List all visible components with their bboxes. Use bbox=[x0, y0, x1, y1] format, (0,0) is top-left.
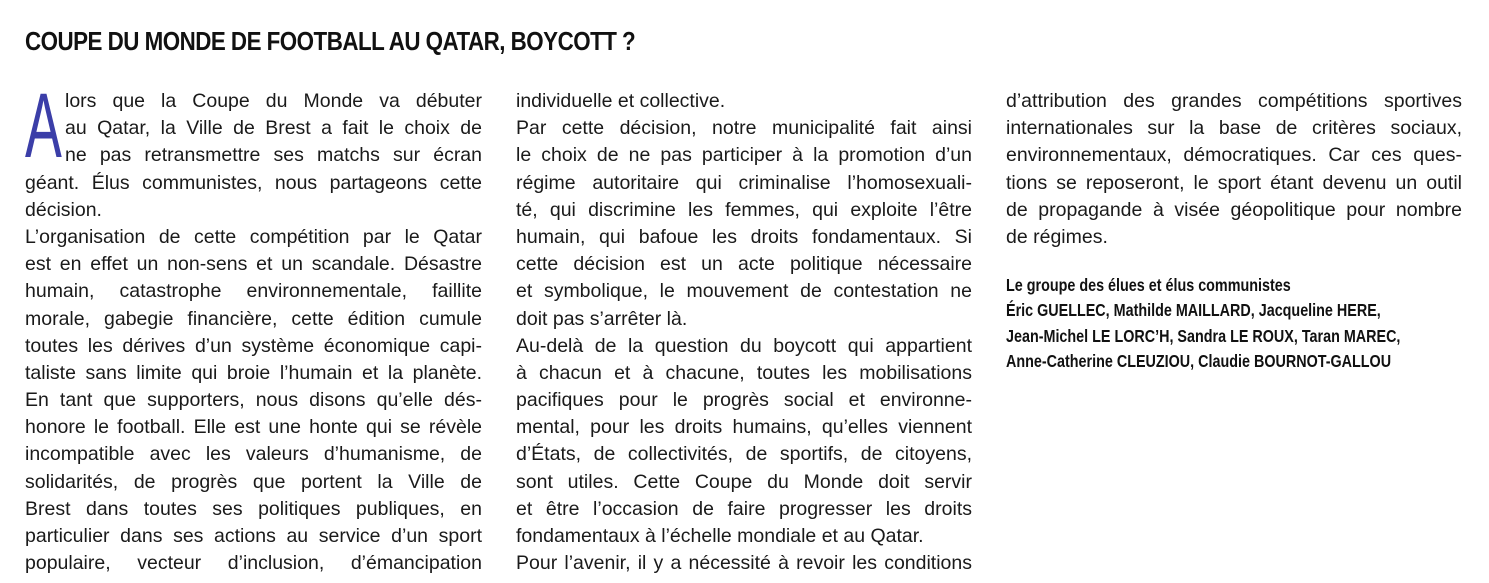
paragraph-line: environnementaux, démocratiques. Car ces ques- bbox=[1006, 144, 1462, 167]
paragraph-line: et symbolique, le mouvement de contestation ne bbox=[516, 280, 972, 303]
article-column-1 bbox=[25, 75, 482, 577]
paragraph-line: et être l’occasion de faire progresser les droits bbox=[516, 497, 972, 520]
article-title: COUPE DU MONDE DE FOOTBALL AU QATAR, BOYCOTT ? bbox=[25, 26, 636, 56]
paragraph-line: doit pas s’arrêter là. bbox=[516, 307, 688, 330]
paragraph-line: incompatible avec les valeurs d’humanisme, de bbox=[25, 443, 482, 466]
signature-block bbox=[1006, 273, 1487, 375]
paragraph-line: sont utiles. Cette Coupe du Monde doit servir bbox=[516, 470, 972, 493]
signature-group: Le groupe des élues et élus communistes bbox=[1006, 275, 1291, 295]
paragraph-line: de régimes. bbox=[1006, 225, 1108, 248]
paragraph-line: géant. Élus communistes, nous partageons cette bbox=[25, 171, 482, 194]
paragraph-line: Au-delà de la question du boycott qui appartient bbox=[516, 334, 972, 357]
paragraph-line: le choix de ne pas participer à la promotion d’un bbox=[516, 144, 972, 167]
paragraph-line: de propagande à visée géopolitique pour nombre bbox=[1006, 198, 1462, 221]
signature-names: Éric GUELLEC, Mathilde MAILLARD, Jacqueline HERE, bbox=[1006, 300, 1381, 321]
paragraph-line: particulier dans ses actions au service d’un sport bbox=[25, 525, 482, 547]
paragraph-line: té, qui discrimine les femmes, qui exploite l’être bbox=[516, 198, 972, 221]
signature-names: Anne-Catherine CLEUZIOU, Claudie BOURNOT-GALLOU bbox=[1006, 351, 1392, 372]
paragraph-line: cette décision est un acte politique nécessaire bbox=[516, 253, 972, 276]
paragraph-line: d’attribution des grandes compétitions sportives bbox=[1006, 90, 1462, 112]
article-column-3 bbox=[1006, 88, 1462, 251]
paragraph-line: au Qatar, la Ville de Brest a fait le choix de bbox=[65, 117, 482, 140]
paragraph-line: d’États, de collectivités, de sportifs, de citoyens, bbox=[516, 443, 972, 466]
paragraph-line: toutes les dérives d’un système économique capi- bbox=[25, 334, 482, 357]
paragraph-line: Par cette décision, notre municipalité fait ainsi bbox=[516, 117, 972, 140]
paragraph-line: individuelle et collective. bbox=[516, 90, 726, 112]
paragraph-line: ne pas retransmettre ses matchs sur écran bbox=[65, 144, 482, 167]
paragraph-line: est en effet un non-sens et un scandale. Désastre bbox=[25, 253, 482, 276]
dropcap-letter: A bbox=[25, 75, 62, 177]
paragraph-line: à chacun et à chacune, toutes les mobilisations bbox=[516, 361, 972, 384]
paragraph-line: solidarités, de progrès que portent la Ville de bbox=[25, 470, 482, 493]
paragraph-line: Pour l’avenir, il y a nécessité à revoir les conditions bbox=[516, 552, 972, 575]
paragraph-line: humain, catastrophe environnementale, faillite bbox=[25, 280, 482, 303]
paragraph-line: populaire, vecteur d’inclusion, d’émancipation bbox=[25, 552, 482, 575]
signature-names: Jean-Michel LE LORC’H, Sandra LE ROUX, Taran MAREC, bbox=[1006, 325, 1401, 346]
paragraph-line: L’organisation de cette compétition par le Qatar bbox=[25, 225, 482, 248]
paragraph-line: tions se reposeront, le sport étant devenu un outil bbox=[1006, 171, 1462, 194]
paragraph-line: lors que la Coupe du Monde va débuter bbox=[65, 90, 482, 112]
paragraph-line: Brest dans toutes ses politiques publiques, en bbox=[25, 497, 482, 520]
paragraph-line: honore le football. Elle est une honte qui se révèle bbox=[25, 416, 482, 439]
paragraph-line: décision. bbox=[25, 198, 102, 221]
paragraph-line: fondamentaux à l’échelle mondiale et au Qatar. bbox=[516, 525, 924, 547]
article-column-2 bbox=[516, 88, 972, 577]
paragraph-line: internationales sur la base de critères sociaux, bbox=[1006, 117, 1462, 140]
paragraph-line: mental, pour les droits humains, qu’elles viennent bbox=[516, 416, 972, 439]
paragraph-line: régime autoritaire qui criminalise l’homosexuali- bbox=[516, 171, 972, 194]
paragraph-line: taliste sans limite qui broie l’humain et la planète. bbox=[25, 361, 482, 384]
paragraph-line: morale, gabegie financière, cette édition cumule bbox=[25, 307, 482, 330]
paragraph-line: En tant que supporters, nous disons qu’elle dés- bbox=[25, 389, 482, 412]
paragraph-line: pacifiques pour le progrès social et environne- bbox=[516, 389, 972, 412]
paragraph-line: humain, qui bafoue les droits fondamentaux. Si bbox=[516, 225, 972, 248]
